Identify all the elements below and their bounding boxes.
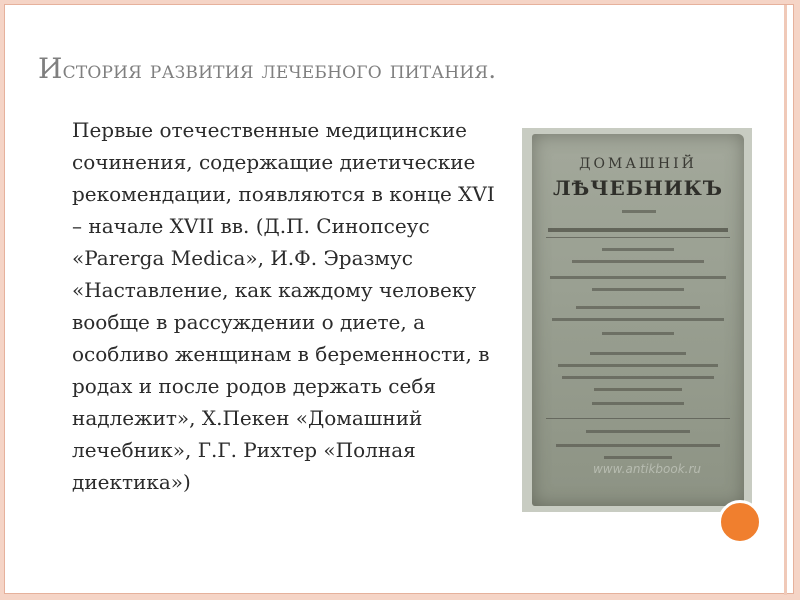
cover-rule: [546, 418, 730, 419]
cover-text-line: [586, 430, 690, 433]
cover-text-line: [572, 260, 704, 263]
cover-text-line: [558, 364, 718, 367]
cover-rule: [546, 237, 730, 238]
book-cover: [532, 134, 744, 506]
decorative-rule: [784, 5, 787, 595]
title-text: стория развития лечебного питания.: [62, 56, 497, 84]
bullet-icon: [40, 114, 46, 146]
cover-text-line: [592, 402, 684, 405]
cover-text-line: [602, 248, 674, 251]
cover-text-line: [550, 276, 726, 279]
cover-text-line: [590, 352, 686, 355]
watermark-text: www.antikbook.ru: [592, 462, 702, 476]
cover-text-line: [604, 456, 672, 459]
cover-text-line: [592, 288, 684, 291]
cover-text-line: [548, 228, 728, 232]
slide-title: [38, 52, 738, 85]
cover-text-line: [552, 318, 724, 321]
bullet-text: Первые отечественные медицинские сочинения, содержащие диетические рекомендации, появляются в конце XVI – начале XVII вв. (Д.П. Синопсеус «Parerga Medica», И.Ф. Эразмус «Наставление, как каждому человеку вообще в рассуждении о диете, а особливо женщинам в беременности, в родах и после родов держать себя надлежит», Х.Пекен «Домашний лечебник», Г.Г. Рихтер «Полная диектика»): [72, 118, 495, 494]
cover-text-line: [594, 388, 682, 391]
orange-circle-decoration: [718, 500, 762, 544]
cover-text-line: [602, 332, 674, 335]
book-cover-photo: [522, 128, 752, 512]
book-title-line2: ЛѢЧЕБНИКЪ: [552, 176, 723, 200]
cover-text-line: [562, 376, 714, 379]
book-title-line1: ДОМАШНІЙ: [579, 156, 697, 172]
bullet-item: [40, 114, 510, 498]
slide-body: [40, 114, 510, 498]
title-initial: И: [38, 52, 63, 85]
cover-text-line: [556, 444, 720, 447]
cover-text-line: [576, 306, 700, 309]
cover-text-line: [622, 210, 656, 213]
